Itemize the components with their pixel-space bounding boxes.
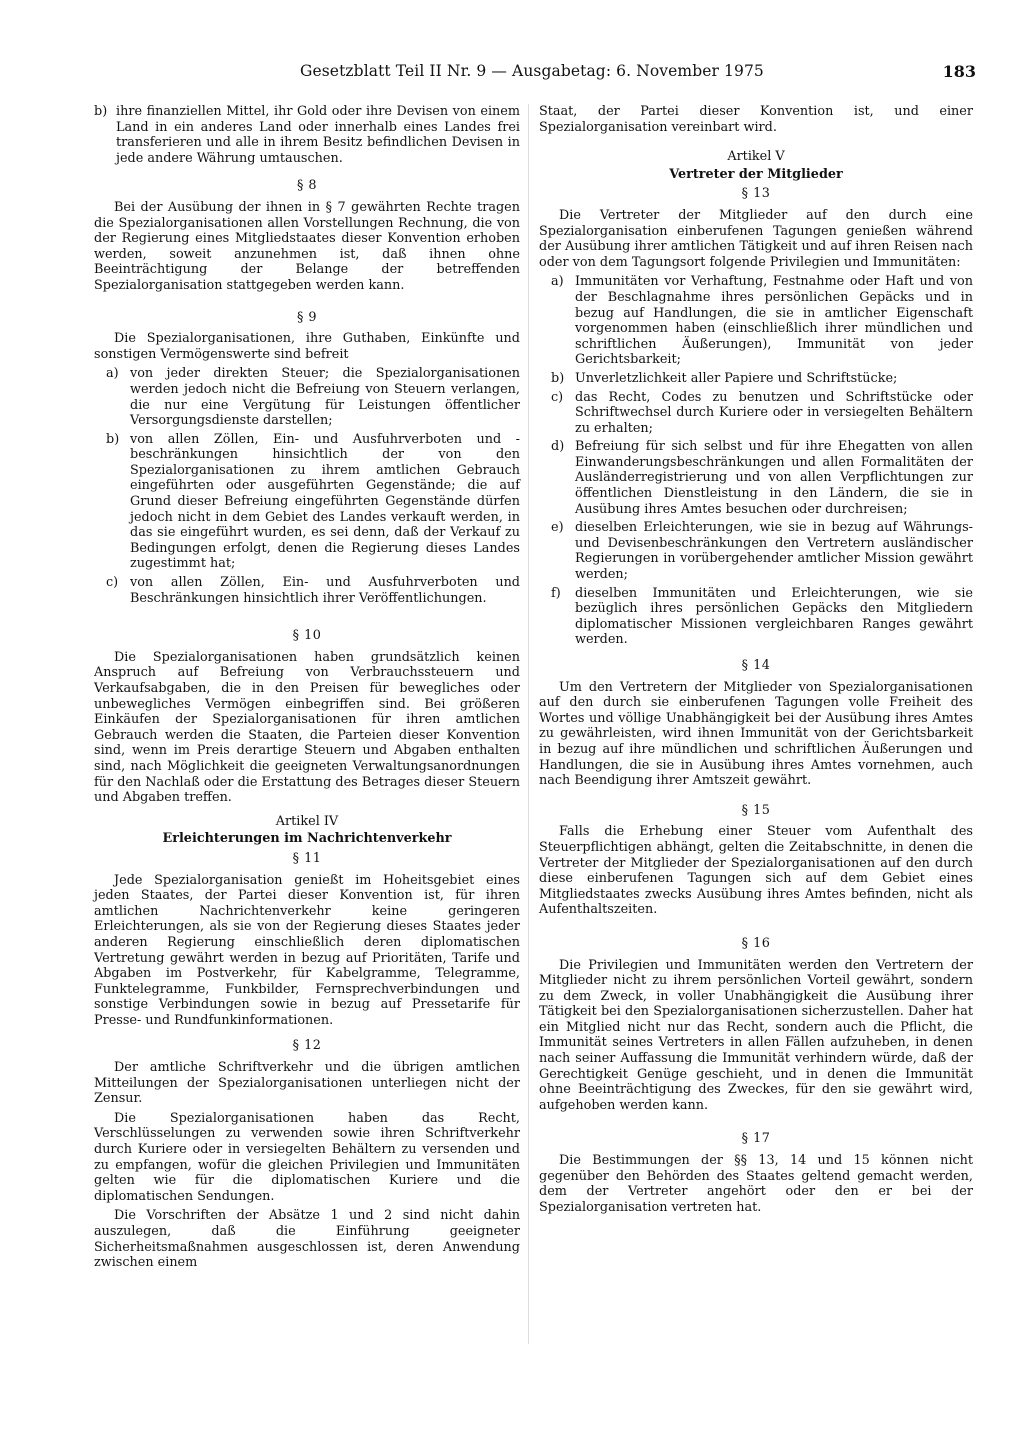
list-item <box>539 371 973 387</box>
list-item-text: ihre finanziellen Mittel, ihr Gold oder ihre Devisen von einem Land in ein anderes Land oder innerhalb eines Landes frei transferieren und alle in ihrem Besitz befindlichen Devisen in jede andere Währung umtauschen. <box>116 104 520 166</box>
left-column <box>94 104 520 1275</box>
list-marker: b) <box>551 370 565 386</box>
list-item-text: dieselben Immunitäten und Erleichterungen, wie sie bezüglich ihres persönlichen Gepäcks den Mitgliedern diplomatischer Missionen vergleichbaren Ranges gewährt werden. <box>575 585 973 648</box>
list-item-text: dieselben Erleichterungen, wie sie in bezug auf Währungs- und Devisenbeschränkungen den Vertretern ausländischer Regierungen in vorübergehender amtlicher Mission gewährt werden; <box>575 520 973 583</box>
article-title-v: Vertreter der Mitglieder <box>669 166 843 182</box>
section-heading-11: § 11 <box>292 850 322 866</box>
list-marker: d) <box>551 439 565 455</box>
list-marker: c) <box>106 575 119 591</box>
paragraph-15: Falls die Erhebung einer Steuer vom Aufenthalt des Steuerpflichtigen abhängt, gelten die Zeitabschnitte, in denen die Vertreter der Mitglieder der Spezialorganisationen auf den durch diese einberufenen Tagungen sich auf dem Gebiet eines Mitgliedstaates zwecks Ausübung ihres Amtes befinden, nicht als Aufenthaltszeiten. <box>539 824 973 918</box>
section-heading-12: § 12 <box>292 1038 322 1054</box>
paragraph-12-1: Der amtliche Schriftverkehr und die übrigen amtlichen Mitteilungen der Spezialorganisationen unterliegen nicht der Zensur. <box>94 1060 520 1107</box>
section-heading-10: § 10 <box>292 628 322 644</box>
page-header <box>0 62 1024 88</box>
list-item-text: von jeder direkten Steuer; die Spezialorganisationen werden jedoch nicht die Befreiung von Steuern verlangen, die nur eine Vergütung für Leistungen öffentlicher Versorgungsdienste darstellen; <box>130 366 520 429</box>
paragraph-14: Um den Vertretern der Mitglieder von Spezialorganisationen auf den durch sie einberufenen Tagungen volle Freiheit des Wortes und völlige Unabhängigkeit bei der Ausübung ihres Amtes zu gewährleisten, wird ihnen Immunität von der Gerichtsbarkeit in bezug auf ihre mündlichen und schriftlichen Äußerungen und Handlungen, die sie in Ausübung ihres Amtes vornehmen, auch nach Beendigung ihrer Amtszeit gewährt. <box>539 679 973 789</box>
article-label-v: Artikel V <box>727 149 785 165</box>
list-item-text: von allen Zöllen, Ein- und Ausfuhrverboten und Beschränkungen hinsichtlich ihrer Veröffentlichungen. <box>130 575 520 606</box>
list-item <box>539 586 973 648</box>
section-heading-16: § 16 <box>741 935 771 951</box>
section-heading-9: § 9 <box>296 309 318 325</box>
list-item <box>94 366 520 428</box>
section-heading-17: § 17 <box>741 1131 771 1147</box>
paragraph-8: Bei der Ausübung der ihnen in § 7 gewährten Rechte tragen die Spezialorganisationen allen Vorstellungen Rechnung, die von der Regierung eines Mitgliedstaates dieser Konvention erhoben werden, soweit anzunehmen ist, daß ihnen ohne Beeinträchtigung der Belange der betreffenden Spezialorganisation stattgegeben werden kann. <box>94 199 520 293</box>
gazette-title: Gesetzblatt Teil II Nr. 9 — Ausgabetag: 6. November 1975 <box>300 62 764 80</box>
list-item <box>94 432 520 572</box>
paragraph-continuation: Staat, der Partei dieser Konvention ist, und einer Spezialorganisation vereinbart wird. <box>539 104 973 135</box>
article-title-iv: Erleichterungen im Nachrichtenverkehr <box>162 831 452 847</box>
list-marker: c) <box>551 389 564 405</box>
right-column <box>539 104 973 1219</box>
article-label-iv: Artikel IV <box>275 813 339 829</box>
section-heading-15: § 15 <box>741 802 771 818</box>
paragraph-10: Die Spezialorganisationen haben grundsätzlich keinen Anspruch auf Befreiung von Verbrauchssteuern und Verkaufsabgaben, die in den Preisen für bewegliches oder unbewegliches Vermögen einbegriffen sind. Bei größeren Einkäufen der Spezialorganisationen für ihren amtlichen Gebrauch werden die Staaten, die Parteien dieser Konvention sind, wenn im Preis derartige Steuern und Abgaben enthalten sind, nach Möglichkeit die geeigneten Verwaltungsanordnungen für den Nachlaß oder die Erstattung des Betrages dieser Steuern und Abgaben treffen. <box>94 649 520 806</box>
list-item <box>539 520 973 582</box>
list-item <box>539 274 973 368</box>
paragraph-9-intro: Die Spezialorganisationen, ihre Guthaben, Einkünfte und sonstigen Vermögenswerte sind befreit <box>94 331 520 362</box>
paragraph-11: Jede Spezialorganisation genießt im Hoheitsgebiet eines jeden Staates, der Partei dieser Konvention ist, für ihren amtlichen Nachrichtenverkehr keine geringeren Erleichterungen, als sie von der Regierung dieses Staates jeder anderen Regierung einschließlich deren diplomatischen Vertretung gewährt werden in bezug auf Prioritäten, Tarife und Abgaben im Postverkehr, für Kabelgramme, Telegramme, Funktelegramme, Funkbilder, Fernsprechverbindungen und sonstige Verbindungen sowie in bezug auf Pressetarife für Presse- und Rundfunkinformationen. <box>94 872 520 1028</box>
list-marker: b) <box>106 431 120 447</box>
list-item-text: Immunitäten vor Verhaftung, Festnahme oder Haft und von der Beschlagnahme ihres persönlichen Gepäcks und in bezug auf Handlungen, die sie in amtlicher Eigenschaft vorgenommen haben (einschließlich ihrer mündlichen und schriftlichen Äußerungen), Immunität von jeder Gerichtsbarkeit; <box>575 274 973 368</box>
list-marker: f) <box>551 585 561 601</box>
list-marker: a) <box>551 274 564 290</box>
list-item-text: Unverletzlichkeit aller Papiere und Schriftstücke; <box>575 370 898 386</box>
section-heading-8: § 8 <box>296 178 318 194</box>
page-number: 183 <box>942 62 976 81</box>
paragraph-17: Die Bestimmungen der §§ 13, 14 und 15 können nicht gegenüber den Behörden des Staates geltend gemacht werden, dem der Vertreter angehört oder den er bei der Spezialorganisation vertreten hat. <box>539 1153 973 1215</box>
paragraph-12-3: Die Vorschriften der Absätze 1 und 2 sind nicht dahin auszulegen, daß die Einführung geeigneter Sicherheitsmaßnahmen ausgeschlossen ist, deren Anwendung zwischen einem <box>94 1208 520 1271</box>
list-marker: b) <box>94 104 108 119</box>
section-heading-13: § 13 <box>741 186 771 202</box>
list-item <box>94 575 520 606</box>
list-item-text: das Recht, Codes zu benutzen und Schriftstücke oder Schriftwechsel durch Kuriere oder in versiegelten Behältern zu erhalten; <box>575 389 973 436</box>
paragraph-12-2: Die Spezialorganisationen haben das Recht, Verschlüsselungen zu verwenden sowie ihren Schriftverkehr durch Kuriere oder in versiegelten Behältern zu versenden und zu empfangen, wofür die gleichen Privilegien und Immunitäten gelten wie für die diplomatischen Kuriere und die diplomatischen Sendungen. <box>94 1110 520 1204</box>
section-heading-14: § 14 <box>741 658 771 673</box>
list-item-text: von allen Zöllen, Ein- und Ausfuhrverboten und -beschränkungen hinsichtlich der von den Spezialorganisationen zu ihrem amtlichen Gebrauch eingeführten oder ausgeführten Gegenstände; die auf Grund dieser Befreiung eingeführten Gegenstände dürfen jedoch nicht in dem Gebiet des Landes verkauft werden, in das sie eingeführt wurden, es sei denn, daß der Verkauf zu Bedingungen erfolgt, denen die Regierung dieses Landes zugestimmt hat; <box>130 431 520 572</box>
list-item <box>94 104 520 166</box>
list-marker: e) <box>551 520 564 536</box>
column-divider <box>528 104 529 1344</box>
paragraph-16: Die Privilegien und Immunitäten werden den Vertretern der Mitglieder nicht zu ihrem persönlichen Vorteil gewährt, sondern zu dem Zweck, in voller Unabhängigkeit die Ausübung ihrer Tätigkeit bei den Spezialorganisationen sicherzustellen. Daher hat ein Mitglied nicht nur das Recht, sondern auch die Pflicht, die Immunität seines Vertreters in allen Fällen aufzuheben, in denen nach seiner Auffassung die Immunität verhindern würde, daß der Gerechtigkeit Genüge geschieht, und in denen die Immunität ohne Beeinträchtigung des Zweckes, für den sie gewährt wird, aufgehoben werden kann. <box>539 957 973 1113</box>
list-item-text: Befreiung für sich selbst und für ihre Ehegatten von allen Einwanderungsbeschränkungen und allen Formalitäten der Ausländerregistrierung und von allen Verpflichtungen zur öffentlichen Dienstleistung in den Ländern, die sie in Ausübung ihres Amtes besuchen oder durchreisen; <box>575 439 973 517</box>
paragraph-13-intro: Die Vertreter der Mitglieder auf den durch eine Spezialorganisation einberufenen Tagungen genießen während der Ausübung ihrer amtlichen Tätigkeit und auf ihren Reisen nach oder von dem Tagungsort folgende Privilegien und Immunitäten: <box>539 207 973 270</box>
list-item <box>539 439 973 517</box>
list-marker: a) <box>106 366 119 382</box>
list-item <box>539 390 973 437</box>
